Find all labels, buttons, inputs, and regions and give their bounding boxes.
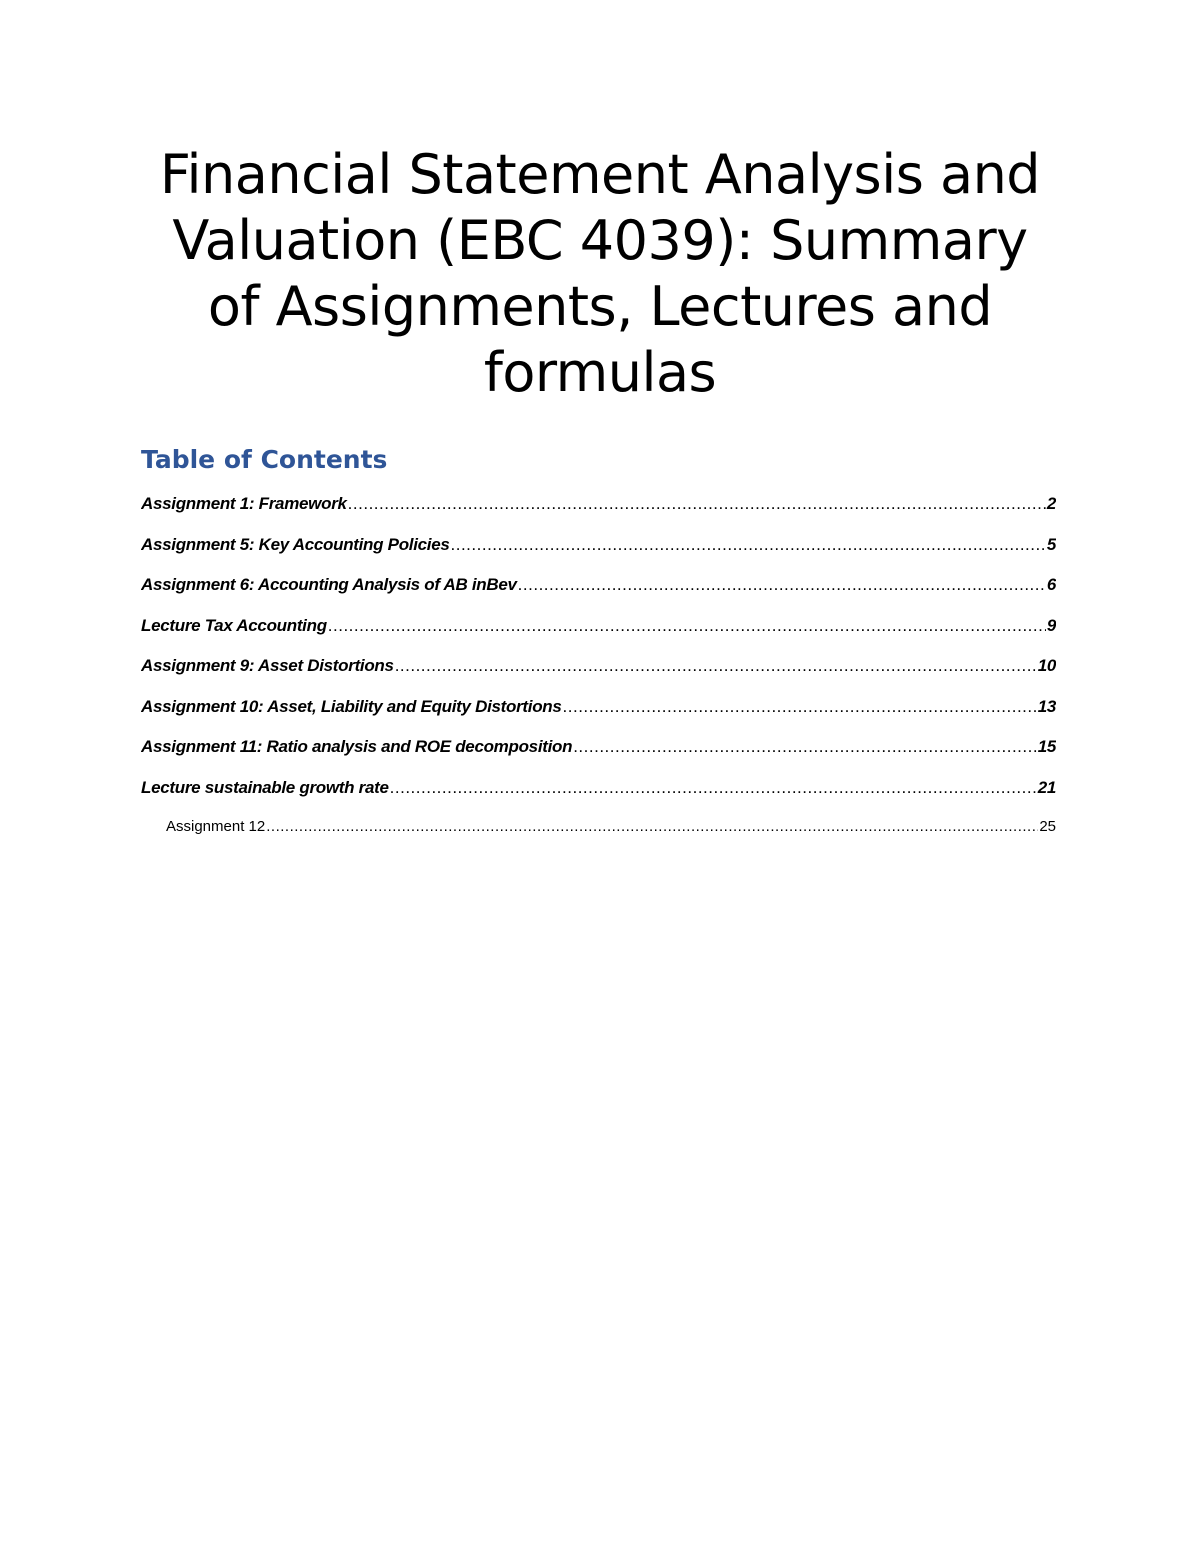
toc-dot-leader [395, 656, 1037, 676]
toc-page-number: 6 [1046, 575, 1056, 594]
toc-entry-lecture-sustainable-growth-rate[interactable] [141, 778, 1056, 819]
document-title [140, 142, 1060, 406]
toc-page-number: 21 [1037, 777, 1056, 797]
toc-dot-leader [451, 535, 1046, 555]
toc-entry-assignment-9[interactable] [141, 656, 1056, 697]
toc-entry-assignment-11[interactable] [141, 737, 1056, 778]
toc-page-number: 2 [1046, 494, 1056, 513]
toc-entry-assignment-5[interactable] [141, 535, 1056, 576]
toc-heading: Table of Contents [141, 445, 388, 474]
toc-dot-leader [348, 494, 1046, 514]
toc-entry-label: Assignment 9: Asset Distortions [141, 656, 394, 675]
toc-dot-leader [390, 778, 1037, 798]
toc-entry-assignment-10[interactable] [141, 697, 1056, 738]
toc-entry-label: Assignment 5: Key Accounting Policies [141, 534, 450, 554]
toc-entry-label: Lecture sustainable growth rate [141, 777, 389, 797]
toc-entry-label: Assignment 1: Framework [141, 494, 347, 513]
toc-entry-label: Assignment 12 [166, 818, 266, 835]
toc-dot-leader [518, 575, 1046, 595]
toc-entry-assignment-1[interactable] [141, 494, 1056, 535]
toc-entry-label: Assignment 6: Accounting Analysis of AB inBev [141, 575, 517, 594]
title-line: Financial Statement Analysis and [159, 143, 1041, 206]
toc-dot-leader [328, 616, 1046, 636]
toc-entry-assignment-6[interactable] [141, 575, 1056, 616]
toc-entry-label: Assignment 11: Ratio analysis and ROE decomposition [141, 737, 573, 756]
title-line: of Assignments, Lectures and [207, 275, 993, 338]
toc-dot-leader [573, 737, 1036, 757]
toc-entry-label: Assignment 10: Asset, Liability and Equity Distortions [141, 696, 562, 716]
toc-page-number: 10 [1037, 656, 1056, 675]
toc-entry-lecture-tax-accounting[interactable] [141, 616, 1056, 657]
toc-page-number: 25 [1039, 818, 1056, 835]
toc-dot-leader [266, 818, 1038, 835]
toc-entry-label: Lecture Tax Accounting [141, 615, 327, 635]
toc-page-number: 15 [1037, 737, 1056, 756]
toc-entry-assignment-12[interactable] [141, 818, 1056, 859]
toc-page-number: 13 [1037, 696, 1056, 716]
toc-page-number: 9 [1046, 615, 1056, 635]
toc-page-number: 5 [1046, 534, 1056, 554]
toc-dot-leader [563, 697, 1037, 717]
table-of-contents [141, 494, 1056, 859]
title-line: formulas [483, 341, 717, 404]
title-line: Valuation (EBC 4039): Summary [172, 209, 1028, 272]
